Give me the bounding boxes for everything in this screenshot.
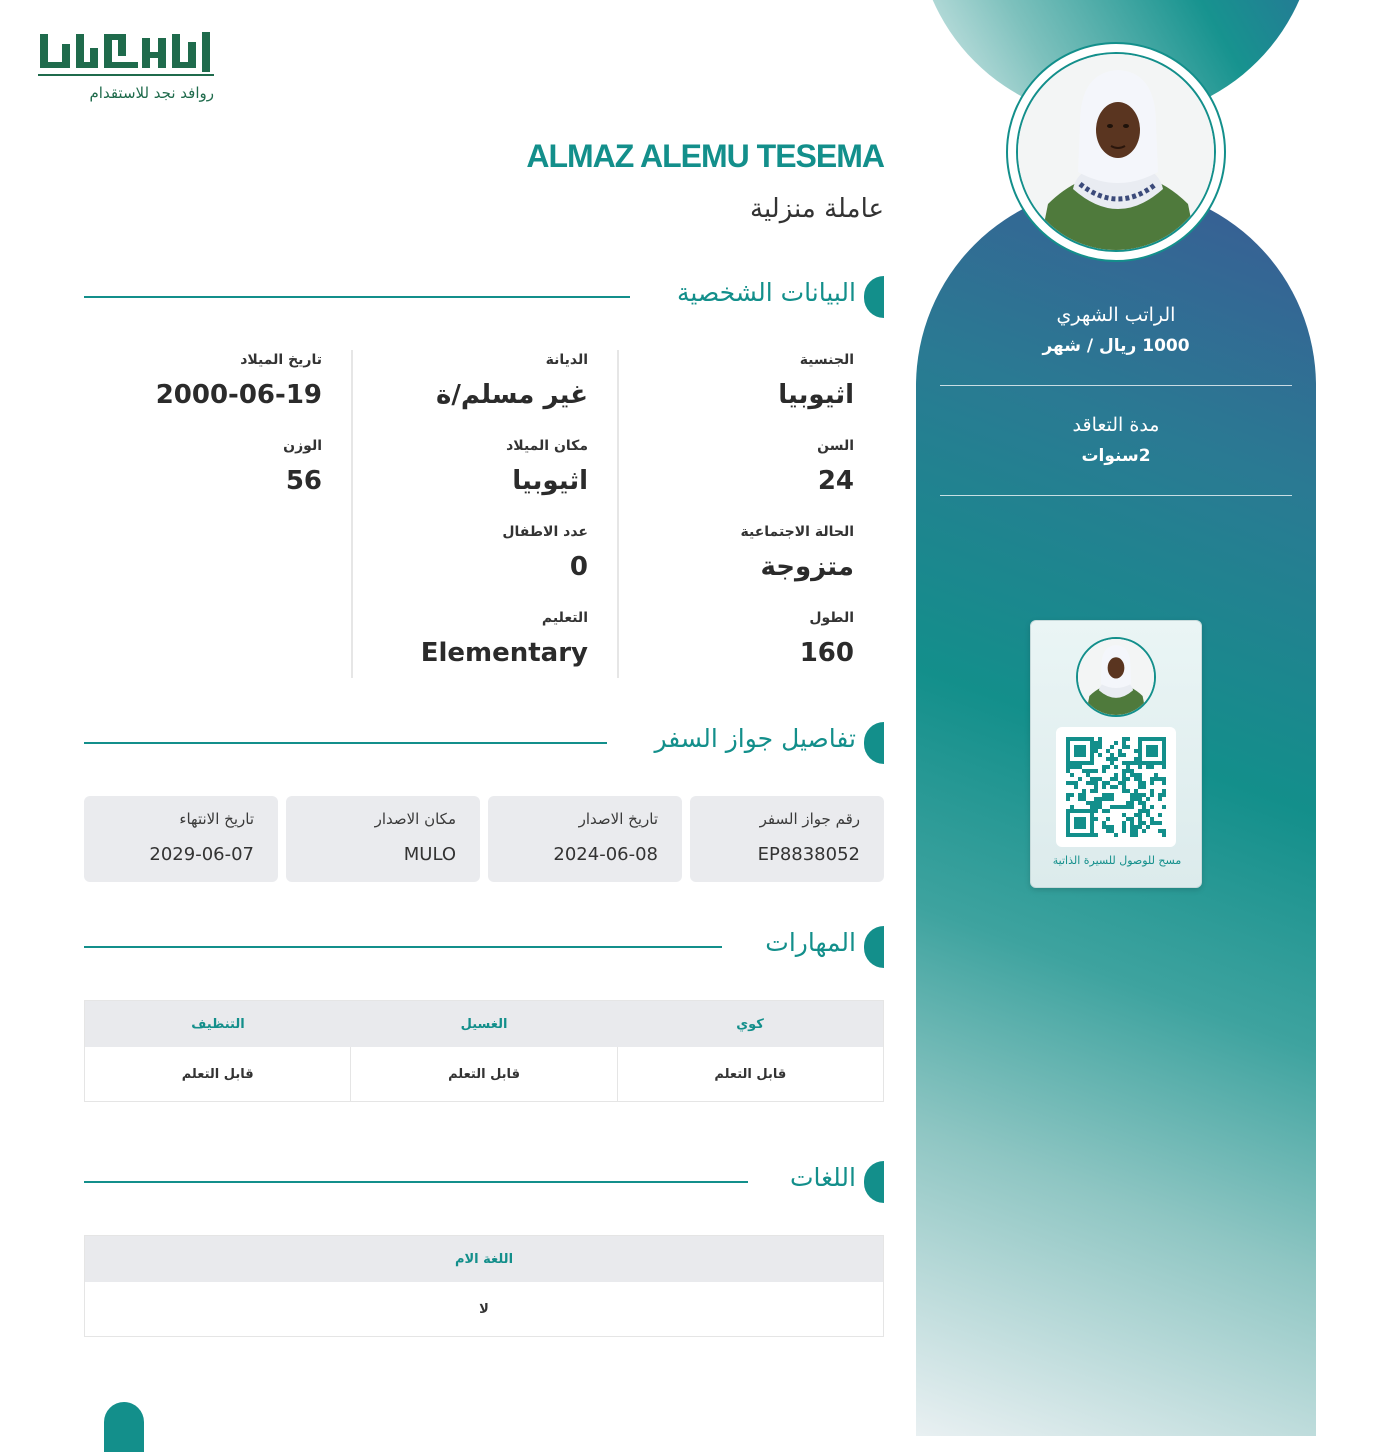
contract-label: مدة التعاقد	[1072, 414, 1160, 436]
table-header-cell: اللغة الام	[454, 1251, 514, 1267]
qr-code-icon[interactable]	[1056, 727, 1176, 847]
section-header-passport	[84, 722, 884, 764]
height-label: الطول	[809, 610, 854, 626]
issue-date-card	[488, 796, 682, 882]
table-header-cell: التنظيف	[191, 1016, 245, 1032]
section-header-skills	[84, 926, 884, 968]
logo-tagline: روافد نجد للاستقدام	[89, 84, 214, 102]
side-divider	[940, 385, 1292, 386]
weight-value: 56	[285, 466, 322, 496]
page-footer-tab	[104, 1402, 144, 1452]
table-cell: قابل التعلم	[350, 1047, 616, 1101]
height-value: 160	[799, 638, 854, 668]
section-rule	[84, 296, 630, 298]
person-photo-icon	[1078, 639, 1154, 715]
section-title: البيانات الشخصية	[677, 278, 856, 307]
issue-date-value: 2024-06-08	[553, 844, 658, 865]
nationality-value: اثيوبيا	[778, 380, 854, 410]
section-rule	[84, 742, 607, 744]
section-title: اللغات	[789, 1163, 856, 1192]
skills-table	[84, 1000, 884, 1102]
section-rule	[84, 1181, 748, 1183]
company-logo	[38, 28, 218, 108]
job-title: عاملة منزلية	[750, 194, 884, 224]
side-divider	[940, 495, 1292, 496]
worker-name: ALMAZ ALEMU TESEMA	[526, 138, 884, 174]
expiry-card	[84, 796, 278, 882]
birthdate-value: 2000-06-19	[155, 380, 322, 410]
salary-label: الراتب الشهري	[1056, 304, 1176, 326]
languages-table	[84, 1235, 884, 1337]
profile-photo	[1016, 52, 1216, 252]
expiry-label: تاريخ الانتهاء	[179, 810, 254, 828]
issue-date-label: تاريخ الاصدار	[578, 810, 658, 828]
section-marker	[864, 1161, 884, 1203]
contract-value: 2سنوات	[1081, 446, 1151, 466]
table-header-cell: كوي	[736, 1016, 764, 1032]
table-cell: قابل التعلم	[617, 1047, 883, 1101]
salary-value: 1000 ريال / شهر	[1042, 336, 1190, 356]
qr-code-graphic	[1056, 727, 1176, 847]
qr-caption: مسح للوصول للسيرة الذاتية	[1052, 854, 1182, 867]
weight-label: الوزن	[283, 438, 322, 454]
nationality-label: الجنسية	[799, 352, 854, 368]
section-marker	[864, 926, 884, 968]
section-rule	[84, 946, 722, 948]
section-marker	[864, 276, 884, 318]
passport-number-value: EP8838052	[757, 844, 860, 865]
age-label: السن	[817, 438, 854, 454]
birthplace-value: اثيوبيا	[512, 466, 588, 496]
marital-label: الحالة الاجتماعية	[740, 524, 854, 540]
education-value: Elementary	[420, 638, 588, 668]
birthplace-label: مكان الميلاد	[506, 438, 588, 454]
section-header-languages	[84, 1161, 884, 1203]
section-marker	[864, 722, 884, 764]
children-label: عدد الاطفال	[502, 524, 588, 540]
children-value: 0	[569, 552, 588, 582]
passport-number-card	[690, 796, 884, 882]
table-header-row	[85, 1236, 883, 1282]
education-label: التعليم	[541, 610, 588, 626]
table-cell: لا	[479, 1301, 489, 1317]
logo-wordmark-graphic	[38, 28, 218, 78]
marital-value: متزوجة	[760, 552, 854, 582]
age-value: 24	[817, 466, 854, 496]
profile-photo-frame	[1006, 42, 1226, 262]
issue-place-value: MULO	[403, 844, 456, 865]
birthdate-label: تاريخ الميلاد	[240, 352, 322, 368]
table-cell: قابل التعلم	[181, 1066, 254, 1082]
qr-avatar	[1076, 637, 1156, 717]
issue-place-card	[286, 796, 480, 882]
person-photo-icon	[1018, 54, 1216, 252]
religion-label: الديانة	[545, 352, 588, 368]
table-row	[85, 1047, 883, 1101]
section-title: المهارات	[765, 928, 856, 957]
table-row	[85, 1282, 883, 1336]
qr-card[interactable]	[1030, 620, 1202, 888]
section-title: تفاصيل جواز السفر	[654, 724, 856, 753]
section-header-personal	[84, 276, 884, 318]
table-header-row	[85, 1001, 883, 1047]
table-header-cell: الغسيل	[460, 1016, 508, 1032]
religion-value: غير مسلم/ة	[435, 380, 588, 410]
expiry-value: 2029-06-07	[149, 844, 254, 865]
passport-number-label: رقم جواز السفر	[759, 810, 860, 828]
issue-place-label: مكان الاصدار	[374, 810, 456, 828]
